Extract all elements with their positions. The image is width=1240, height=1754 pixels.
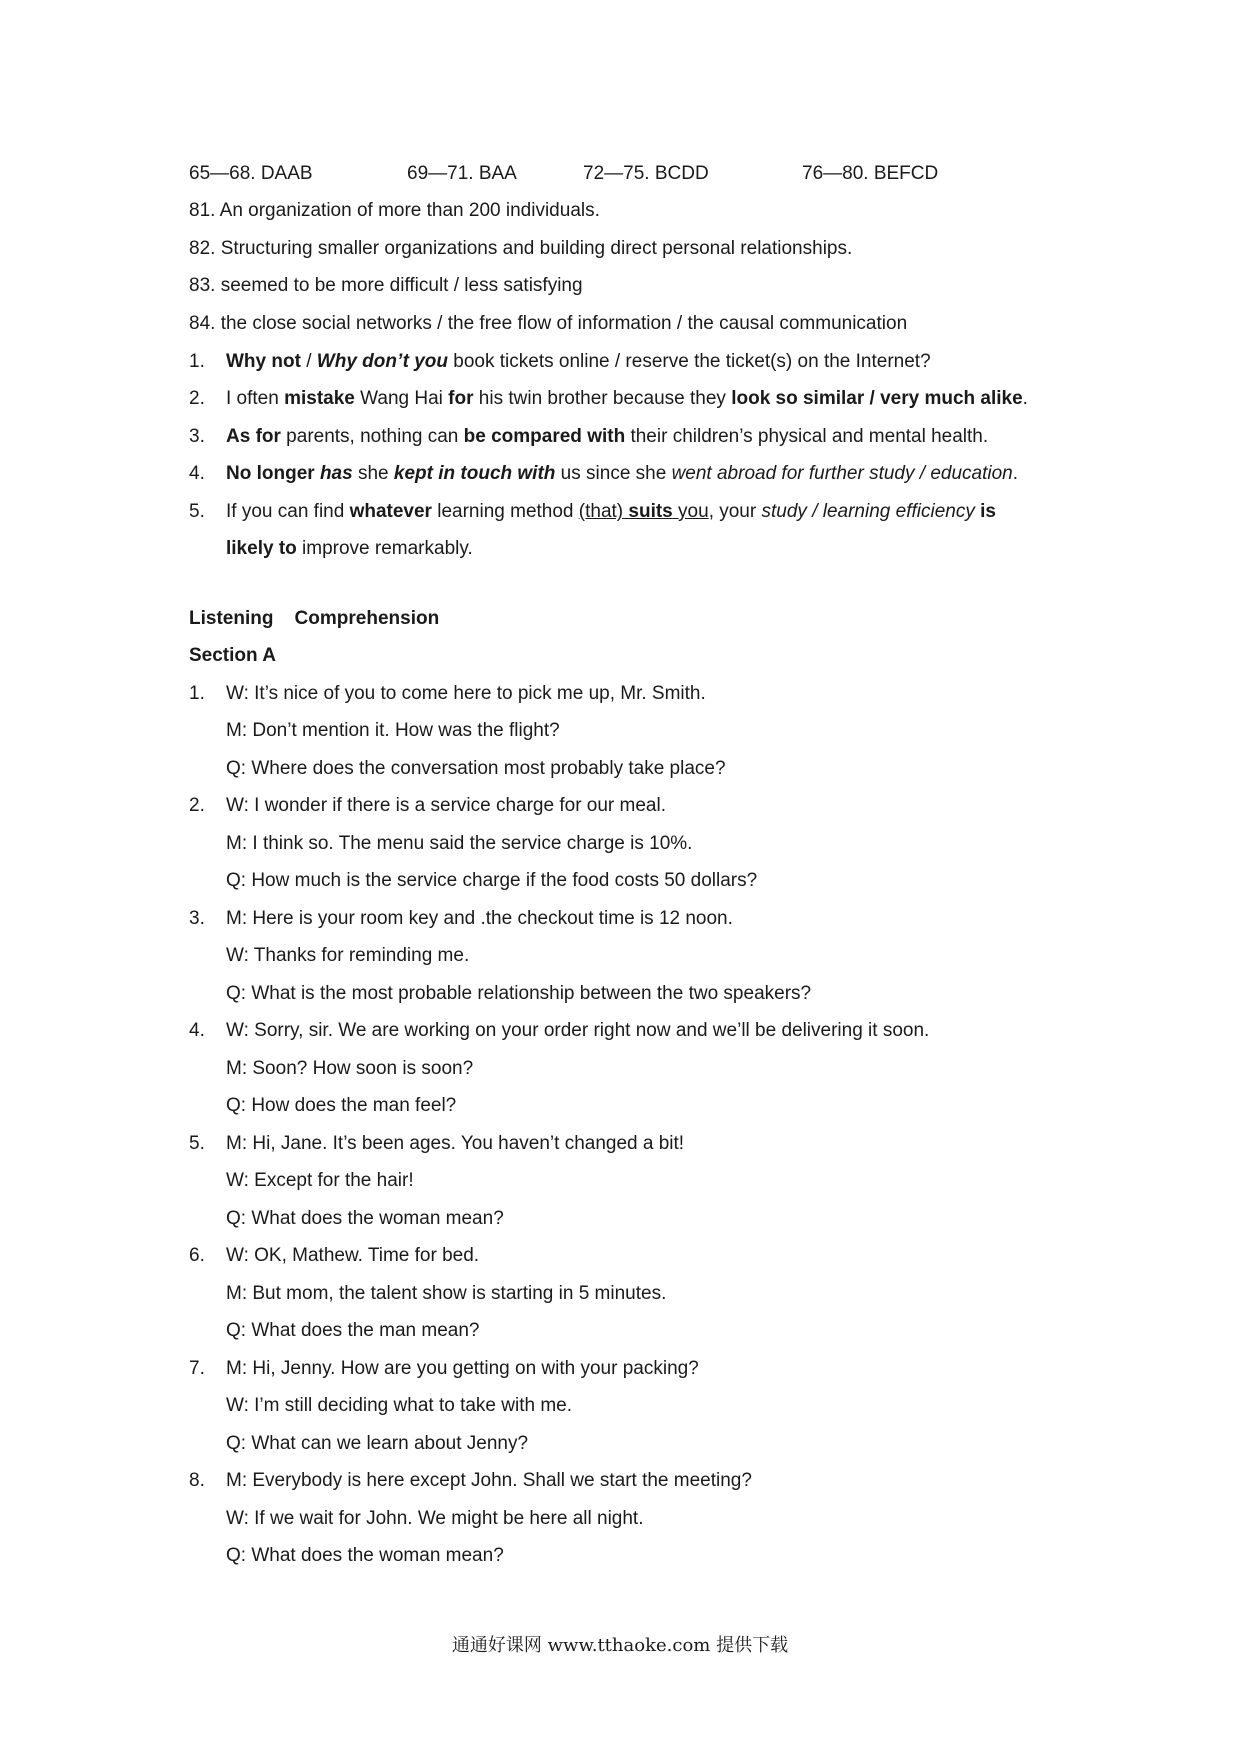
translation-fragment: she: [352, 463, 394, 484]
translation-5-continued: [226, 536, 473, 562]
translation-fragment: learning method: [431, 501, 579, 522]
translation-fragment: , your: [708, 501, 762, 522]
short-answer-82: 82. Structuring smaller organizations and building direct personal relationships.: [189, 238, 853, 259]
question-line: Q: Where does the conversation most probably take place?: [226, 758, 726, 779]
translation-number: 2.: [189, 388, 205, 409]
translation-fragment: As for: [226, 426, 281, 447]
page-footer: 通通好课网 www.tthaoke.com 提供下载: [451, 1635, 789, 1656]
listening-item-number: 3.: [189, 908, 205, 929]
translation-fragment: is: [974, 501, 996, 522]
answer-key-76-80: 76—80. BEFCD: [802, 163, 939, 184]
dialogue-line: W: I wonder if there is a service charge for our meal.: [226, 795, 666, 816]
dialogue-line: W: OK, Mathew. Time for bed.: [226, 1245, 480, 1266]
translation-fragment: .: [1022, 388, 1028, 409]
translation-fragment: book tickets online / reserve the ticket(s) on the Internet?: [448, 351, 931, 372]
translation-fragment: .: [1012, 463, 1019, 484]
question-line: Q: How much is the service charge if the food costs 50 dollars?: [226, 870, 758, 891]
translation-fragment: Why not: [226, 351, 301, 372]
translation-fragment: went abroad for further study / education: [671, 463, 1013, 484]
listening-heading: Listening Comprehension: [189, 608, 440, 629]
translation-fragment: Wang Hai: [354, 388, 449, 409]
translation-fragment: /: [300, 351, 317, 372]
dialogue-line: M: But mom, the talent show is starting in 5 minutes.: [226, 1283, 667, 1304]
question-line: Q: How does the man feel?: [226, 1095, 457, 1116]
listening-item-number: 2.: [189, 795, 205, 816]
dialogue-line: M: Hi, Jenny. How are you getting on with your packing?: [226, 1358, 699, 1379]
translation-fragment: Why don’t you: [316, 351, 448, 372]
short-answer-81: 81. An organization of more than 200 individuals.: [189, 200, 600, 221]
translation-fragment: for: [448, 388, 474, 409]
translation-fragment: has: [319, 463, 353, 484]
dialogue-line: M: Soon? How soon is soon?: [226, 1058, 474, 1079]
translation-fragment: (that): [578, 501, 629, 522]
question-line: Q: What does the woman mean?: [226, 1208, 504, 1229]
answer-key-69-71: 69—71. BAA: [407, 163, 517, 184]
short-answer-83: 83. seemed to be more difficult / less satisfying: [189, 275, 583, 296]
question-line: Q: What does the woman mean?: [226, 1545, 504, 1566]
translation-number: 1.: [189, 351, 205, 372]
question-line: Q: What does the man mean?: [226, 1320, 480, 1341]
question-line: Q: What can we learn about Jenny?: [226, 1433, 529, 1454]
translation-fragment: look so similar / very much alike: [731, 388, 1023, 409]
translation-number: 4.: [189, 463, 205, 484]
dialogue-line: W: Thanks for reminding me.: [226, 945, 470, 966]
answer-key-72-75: 72—75. BCDD: [583, 163, 709, 184]
short-answer-84: 84. the close social networks / the free flow of information / the causal communication: [189, 313, 908, 334]
listening-item-number: 6.: [189, 1245, 205, 1266]
translation-fragment: suits: [628, 501, 673, 522]
listening-item-number: 4.: [189, 1020, 205, 1041]
translation-fragment: his twin brother because they: [473, 388, 732, 409]
translation-fragment: study / learning efficiency: [761, 501, 975, 522]
dialogue-line: M: I think so. The menu said the service charge is 10%.: [226, 833, 693, 854]
dialogue-line: W: I’m still deciding what to take with me.: [226, 1395, 572, 1416]
translation-fragment: be compared with: [463, 426, 626, 447]
translation-fragment: whatever: [349, 501, 432, 522]
question-line: Q: What is the most probable relationship between the two speakers?: [226, 983, 812, 1004]
translation-number: 3.: [189, 426, 205, 447]
translation-5: [226, 499, 996, 525]
dialogue-line: M: Hi, Jane. It’s been ages. You haven’t changed a bit!: [226, 1133, 685, 1154]
translation-fragment: their children’s physical and mental health.: [625, 426, 989, 447]
translation-fragment: likely to: [226, 538, 297, 559]
section-heading: Section A: [189, 645, 276, 666]
listening-item-number: 8.: [189, 1470, 205, 1491]
dialogue-line: W: If we wait for John. We might be here all night.: [226, 1508, 644, 1529]
translation-1: [226, 349, 931, 375]
dialogue-line: W: Sorry, sir. We are working on your order right now and we’ll be delivering it soon.: [226, 1020, 930, 1041]
answer-key-65-68: 65—68. DAAB: [189, 163, 313, 184]
translation-fragment: kept in touch with: [393, 463, 556, 484]
translation-3: [226, 424, 988, 450]
translation-fragment: parents, nothing can: [280, 426, 464, 447]
translation-fragment: us since she: [555, 463, 672, 484]
dialogue-line: M: Here is your room key and .the checkout time is 12 noon.: [226, 908, 733, 929]
translation-fragment: If you can find: [226, 501, 350, 522]
listening-item-number: 1.: [189, 683, 205, 704]
dialogue-line: M: Don’t mention it. How was the flight?: [226, 720, 560, 741]
listening-item-number: 7.: [189, 1358, 205, 1379]
translation-2: [226, 386, 1028, 412]
translation-fragment: you: [672, 501, 709, 522]
dialogue-line: M: Everybody is here except John. Shall we start the meeting?: [226, 1470, 752, 1491]
dialogue-line: W: Except for the hair!: [226, 1170, 414, 1191]
translation-fragment: improve remarkably.: [296, 538, 473, 559]
listening-item-number: 5.: [189, 1133, 205, 1154]
translation-4: [226, 461, 1018, 487]
translation-number: 5.: [189, 501, 205, 522]
translation-fragment: mistake: [284, 388, 355, 409]
translation-fragment: No longer: [226, 463, 320, 484]
dialogue-line: W: It’s nice of you to come here to pick me up, Mr. Smith.: [226, 683, 706, 704]
translation-fragment: I often: [226, 388, 285, 409]
